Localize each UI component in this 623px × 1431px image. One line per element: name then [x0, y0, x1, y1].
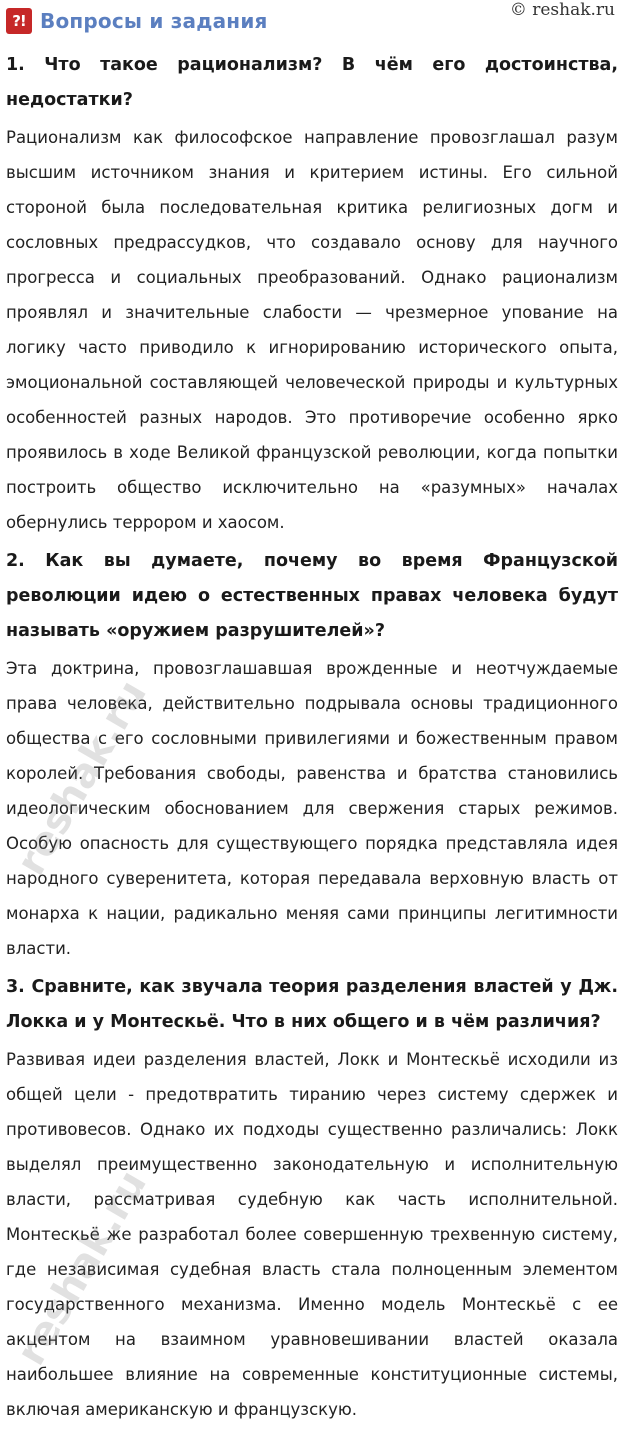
answer-2: Эта доктрина, провозглашавшая врожденные и неотчуждаемые права человека, действительно подрывала основы традиционного общества с его сословными привилегиями и божественным правом королей. Требования свободы, равенства и братства становились идеологическим обоснованием для свержения старых режимов. Особую опасность для существующего порядка представляла идея народного суверенитета, которая передавала верховную власть от монарха к нации, радикально меняя сами принципы легитимности власти.	[6, 659, 618, 958]
question-block	[6, 544, 618, 966]
site-watermark: © reshak.ru	[509, 0, 615, 20]
question-block	[6, 970, 618, 1427]
question-block	[6, 48, 618, 540]
question-3: 3. Сравните, как звучала теория разделения властей у Дж. Локка и у Монтескьё. Что в них общего и в чём различия?	[6, 977, 618, 1032]
answer-1: Рационализм как философское направление провозглашал разум высшим источником знания и критерием истины. Его сильной стороной была последовательная критика религиозных догм и сословных предрассудков, что создавало основу для научного прогресса и социальных преобразований. Однако рационализм проявлял и значительные слабости — чрезмерное упование на логику часто приводило к игнорированию исторического опыта, эмоциональной составляющей человеческой природы и культурных особенностей разных народов. Это противоречие особенно ярко проявилось в ходе Великой французской революции, когда попытки построить общество исключительно на «разумных» началах обернулись террором и хаосом.	[6, 128, 618, 532]
question-2: 2. Как вы думаете, почему во время Французской революции идею о естественных правах человека будут называть «оружием разрушителей»?	[6, 551, 618, 641]
section-title: Вопросы и задания	[40, 9, 268, 33]
watermark-logo: reshak.ru	[8, 1162, 156, 1373]
answer-3: Развивая идеи разделения властей, Локк и Монтескьё исходили из общей цели - предотвратить тиранию через систему сдержек и противовесов. Однако их подходы существенно различались: Локк выделял преимущественно законодательную и исполнительную власти, рассматривая судебную как часть исполнительной. Монтескьё же разработал более совершенную трехвенную систему, где независимая судебная власть стала полноценным элементом государственного механизма. Именно модель Монтескьё с ее акцентом на взаимном уравновешивании властей оказала наибольшее влияние на современные конституционные системы, включая американскую и французскую.	[6, 1050, 618, 1419]
question-mark-icon: ?!	[6, 8, 32, 34]
content	[6, 48, 618, 1431]
question-1: 1. Что такое рационализм? В чём его достоинства, недостатки?	[6, 55, 618, 110]
watermark-logo: reshak.ru	[8, 672, 156, 883]
section-header	[6, 6, 268, 36]
